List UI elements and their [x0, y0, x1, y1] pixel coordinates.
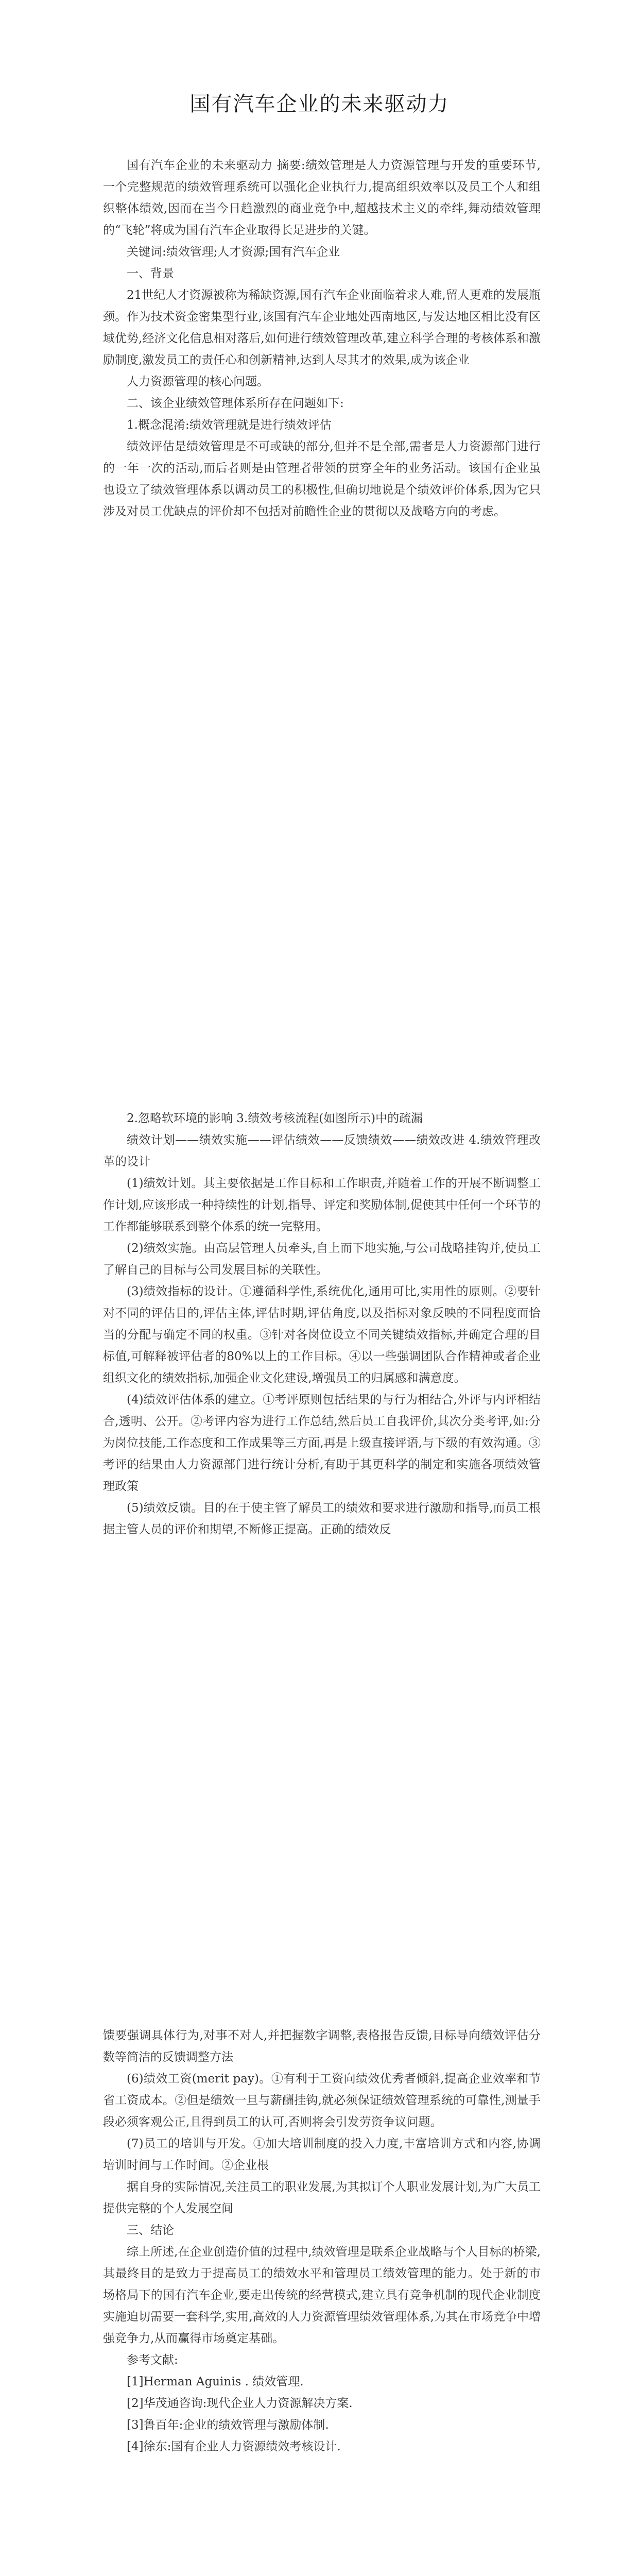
problem-1-heading: 1.概念混淆:绩效管理就是进行绩效评估: [127, 418, 332, 432]
design-item-1: (1)绩效计划。其主要依据是工作目标和工作职责,并随着工作的开展不断调整工作计划,应该形成一种持续性的计划,指导、评定和奖励体制,促使其中任何一个环节的工作都能够联系到整个体系的统一完整用。: [103, 1177, 541, 1233]
design-item-6: (6)绩效工资(merit pay)。①有利于工资向绩效优秀者倾斜,提高企业效率和节省工资成本。②但是绩效一旦与薪酬挂钩,就必须保证绩效管理系统的可靠性,测量手段必须客观公正,且得到员工的认可,否则将会引发劳资争议问题。: [103, 2072, 541, 2129]
abstract-paragraph: 国有汽车企业的未来驱动力 摘要:绩效管理是人力资源管理与开发的重要环节,一个完整规范的绩效管理系统可以强化企业执行力,提高组织效率以及员工个人和组织整体绩效,因而在当今日趋激烈的商业竞争中,超越技术主义的牵绊,舞动绩效管理的“飞轮”将成为国有汽车企业取得长足进步的关键。: [103, 159, 541, 237]
heading-conclusion: 三、结论: [127, 2224, 174, 2237]
section-design: [103, 1108, 541, 1540]
section-conclusion: [103, 2025, 541, 2458]
design-item-7-continued: 据自身的实际情况,关注员工的职业发展,为其拟订个人职业发展计划,为广大员工提供完整的个人发展空间: [103, 2180, 541, 2215]
reference-item: [1]Herman Aguinis . 绩效管理.: [127, 2375, 304, 2388]
reference-item: [4]徐东:国有企业人力资源绩效考核设计.: [127, 2440, 341, 2453]
design-item-5: (5)绩效反馈。目的在于使主管了解员工的绩效和要求进行激励和指导,而员工根据主管人员的评价和期望,不断修正提高。正确的绩效反: [103, 1501, 541, 1536]
heading-problems: 二、该企业绩效管理体系所存在问题如下:: [127, 397, 344, 410]
background-paragraph-end: 人力资源管理的核心问题。: [127, 375, 269, 388]
reference-item: [3]鲁百年:企业的绩效管理与激励体制.: [127, 2418, 329, 2432]
section-abstract: [103, 155, 541, 522]
design-item-3: (3)绩效指标的设计。①遵循科学性,系统优化,通用可比,实用性的原则。②要针对不同的评估目的,评估主体,评估时期,评估角度,以及指标对象反映的不同程度而恰当的分配与确定不同的权重。③针对各岗位设立不同关键绩效指标,并确定合理的目标值,可解释被评估者的80%以上的工作目标。④以一些强调团队合作精神或者企业组织文化的绩效指标,加强企业文化建设,增强员工的归属感和满意度。: [103, 1285, 541, 1385]
references-title: 参考文献:: [127, 2353, 178, 2367]
heading-background: 一、背景: [127, 267, 174, 280]
design-item-7: (7)员工的培训与开发。①加大培训制度的投入力度,丰富培训方式和内容,协调培训时间与工作时间。②企业根: [103, 2137, 541, 2172]
keywords-line: 关键词:绩效管理;人才资源;国有汽车企业: [127, 245, 340, 259]
background-paragraph: 21世纪人才资源被称为稀缺资源,国有汽车企业面临着求人难,留人更难的发展瓶颈。作为技术资金密集型行业,该国有汽车企业地处西南地区,与发达地区相比没有区域优势,经济文化信息相对落后,如何进行绩效管理改革,建立科学合理的考核体系和激励制度,激发员工的责任心和创新精神,达到人尽其才的效果,成为该企业: [103, 289, 541, 367]
problem-1-paragraph: 绩效评估是绩效管理是不可或缺的部分,但并不是全部,需者是人力资源部门进行的一年一次的活动,而后者则是由管理者带领的贯穿全年的业务活动。该国有企业虽也设立了绩效管理体系以调动员工的积极性,但确切地说是个绩效评价体系,因为它只涉及对员工优缺点的评价却不包括对前瞻性企业的贯彻以及战略方向的考虑。: [103, 440, 541, 518]
paper-title: 国有汽车企业的未来驱动力: [189, 92, 450, 116]
feedback-continued: 馈要强调具体行为,对事不对人,并把握数字调整,表格报告反馈,目标导向绩效评估分数等简洁的反馈调整方法: [103, 2029, 541, 2064]
reference-item: [2]华茂通咨询:现代企业人力资源解决方案.: [127, 2397, 353, 2410]
process-flow: 绩效计划——绩效实施——评估绩效——反馈绩效——绩效改进 4.绩效管理改革的设计: [103, 1133, 541, 1168]
problems-2-3: 2.忽略软环境的影响 3.绩效考核流程(如图所示)中的疏漏: [127, 1112, 423, 1125]
design-item-4: (4)绩效评估体系的建立。①考评原则包括结果的与行为相结合,外评与内评相结合,透明、公开。②考评内容为进行工作总结,然后员工自我评价,其次分类考评,如:分为岗位技能,工作态度和工作成果等三方面,再是上级直接评语,与下级的有效沟通。③考评的结果由人力资源部门进行统计分析,有助于其更科学的制定和实施各项绩效管理政策: [103, 1393, 541, 1493]
conclusion-paragraph: 综上所述,在企业创造价值的过程中,绩效管理是联系企业战略与个人目标的桥梁,其最终目的是致力于提高员工的绩效水平和管理员工绩效管理的能力。处于新的市场格局下的国有汽车企业,要走出传统的经营模式,建立具有竞争机制的现代企业制度实施迫切需要一套科学,实用,高效的人力资源管理绩效管理体系,为其在市场竞争中增强竞争力,从而赢得市场奠定基础。: [103, 2245, 541, 2345]
design-item-2: (2)绩效实施。由高层管理人员牵头,自上而下地实施,与公司战略挂钩并,使员工了解自己的目标与公司发展目标的关联性。: [103, 1242, 541, 1277]
